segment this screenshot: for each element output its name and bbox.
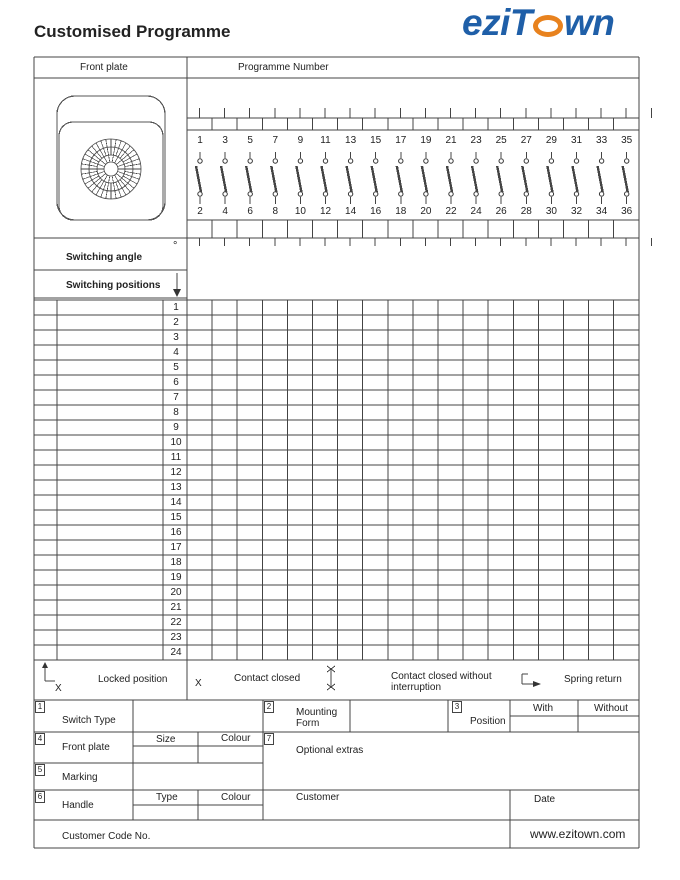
contact-terminal — [474, 159, 478, 163]
without-label: Without — [594, 703, 628, 714]
spring-arrowhead — [533, 681, 541, 687]
front-plate-drawing — [55, 94, 170, 226]
position-number-12: 12 — [170, 467, 182, 478]
contact-terminal — [273, 192, 277, 196]
dial-spoke — [83, 159, 105, 167]
customer-code-label: Customer Code No. — [62, 831, 151, 842]
contact-top-5: 5 — [247, 135, 253, 146]
contact-blade — [472, 166, 477, 192]
field-number-2: 2 — [264, 701, 274, 713]
position-number-19: 19 — [170, 572, 182, 583]
contact-blade — [196, 166, 201, 192]
optional-extras-label: Optional extras — [296, 745, 364, 756]
position-number-4: 4 — [173, 347, 179, 358]
degree-symbol: ° — [173, 240, 178, 252]
contact-terminal — [348, 192, 352, 196]
contact-blade — [573, 166, 578, 192]
dial-spoke — [106, 139, 110, 162]
contact-bottom-26: 26 — [495, 206, 507, 217]
contact-terminal — [499, 159, 503, 163]
contact-top-17: 17 — [395, 135, 407, 146]
contact-terminal — [524, 192, 528, 196]
position-number-21: 21 — [170, 602, 182, 613]
field-number-6: 6 — [35, 791, 45, 803]
field-number-4: 4 — [35, 733, 45, 745]
contact-top-35: 35 — [621, 135, 633, 146]
contact-blade — [322, 166, 327, 192]
contact-blade — [598, 166, 603, 192]
position-label: Position — [470, 716, 506, 727]
position-number-5: 5 — [173, 362, 179, 373]
contact-bottom-22: 22 — [445, 206, 457, 217]
contact-bottom-6: 6 — [247, 206, 253, 217]
colour-label: Colour — [221, 733, 251, 744]
contact-bottom-36: 36 — [621, 206, 633, 217]
contact-bottom-8: 8 — [272, 206, 279, 217]
dial-spoke — [83, 171, 105, 179]
contact-terminal — [625, 159, 629, 163]
field-number-5: 5 — [35, 764, 45, 776]
switch-type-label: Switch Type — [62, 715, 116, 726]
dial-spoke — [85, 154, 99, 162]
contact-terminal — [449, 159, 453, 163]
contact-terminal — [449, 192, 453, 196]
contact-terminal — [248, 192, 252, 196]
colour2-label: Colour — [221, 792, 251, 803]
contact-terminal — [323, 192, 327, 196]
front-plate-field-label: Front plate — [62, 742, 110, 753]
contact-blade — [623, 166, 628, 192]
contact-blade — [497, 166, 502, 192]
customer-label: Customer — [296, 792, 340, 803]
dial-spoke — [112, 176, 116, 199]
dial-spoke — [101, 182, 106, 197]
contact-top-21: 21 — [445, 135, 457, 146]
contact-blade — [347, 166, 352, 192]
contact-blade — [221, 166, 226, 192]
contact-closed-without-label: Contact closed without interruption — [391, 671, 492, 693]
contact-top-25: 25 — [495, 135, 507, 146]
contact-bottom-34: 34 — [596, 206, 608, 217]
closed-x: X — [195, 678, 202, 689]
contact-terminal — [374, 192, 378, 196]
contact-terminal — [424, 159, 428, 163]
contact-top-9: 9 — [297, 135, 304, 146]
contact-terminal — [248, 159, 252, 163]
contact-terminal — [348, 159, 352, 163]
page-title: Customised Programme — [34, 22, 231, 41]
contact-terminal — [223, 192, 227, 196]
locked-position-label: Locked position — [98, 674, 168, 685]
contact-closed-label: Contact closed — [234, 673, 301, 684]
contact-bottom-20: 20 — [420, 206, 432, 217]
contact-top-7: 7 — [272, 135, 279, 146]
contact-bottom-2: 2 — [197, 206, 203, 217]
contact-top-1: 1 — [197, 135, 203, 146]
contact-top-27: 27 — [520, 135, 532, 146]
position-number-14: 14 — [170, 497, 182, 508]
handle-label: Handle — [62, 800, 94, 811]
contact-blade — [447, 166, 452, 192]
switching-positions-label: Switching positions — [66, 280, 161, 291]
dial-spoke — [106, 176, 110, 199]
contact-terminal — [625, 192, 629, 196]
position-number-18: 18 — [170, 557, 182, 568]
position-number-9: 9 — [173, 422, 179, 433]
contact-blade — [397, 166, 402, 192]
contact-terminal — [298, 192, 302, 196]
date-label: Date — [534, 794, 556, 805]
position-number-16: 16 — [170, 527, 182, 538]
field-number-1: 1 — [35, 701, 45, 713]
position-number-8: 8 — [173, 407, 179, 418]
contact-blade — [422, 166, 427, 192]
contact-blade — [271, 166, 276, 192]
contact-top-13: 13 — [345, 135, 357, 146]
contact-terminal — [298, 159, 302, 163]
dial-spoke — [116, 141, 121, 156]
contact-top-19: 19 — [420, 135, 432, 146]
dial-spoke — [123, 176, 137, 184]
position-number-6: 6 — [173, 377, 179, 388]
field-number-7: 7 — [264, 733, 274, 745]
dial-spoke — [101, 141, 106, 156]
contact-blade — [372, 166, 377, 192]
field-number-3: 3 — [452, 701, 462, 713]
contact-terminal — [574, 192, 578, 196]
marking-label: Marking — [62, 772, 98, 783]
contact-blade — [522, 166, 527, 192]
contact-top-3: 3 — [222, 135, 228, 146]
contact-terminal — [399, 192, 403, 196]
position-number-22: 22 — [170, 617, 182, 628]
contact-terminal — [524, 159, 528, 163]
programme-number-label: Programme Number — [238, 62, 329, 73]
contact-terminal — [599, 159, 603, 163]
contact-terminal — [399, 159, 403, 163]
position-number-20: 20 — [170, 587, 182, 598]
spring-return-label: Spring return — [564, 674, 622, 685]
dial-spoke — [118, 159, 140, 167]
contact-bottom-14: 14 — [345, 206, 357, 217]
position-number-7: 7 — [173, 392, 179, 403]
contact-terminal — [198, 159, 202, 163]
contact-terminal — [574, 159, 578, 163]
locked-x: X — [55, 683, 62, 694]
contact-terminal — [323, 159, 327, 163]
contact-top-11: 11 — [320, 135, 331, 146]
size-label: Size — [156, 734, 176, 745]
position-number-3: 3 — [173, 332, 179, 343]
contact-terminal — [549, 192, 553, 196]
position-number-17: 17 — [170, 542, 182, 553]
contact-top-15: 15 — [370, 135, 382, 146]
contact-bottom-24: 24 — [470, 206, 482, 217]
dial-spoke — [123, 154, 137, 162]
dial-spoke — [85, 176, 99, 184]
dial-spoke — [118, 171, 140, 179]
dial-spoke — [116, 182, 121, 197]
contact-blade — [547, 166, 552, 192]
contact-blade — [246, 166, 251, 192]
contact-bottom-10: 10 — [294, 206, 306, 217]
contact-terminal — [474, 192, 478, 196]
front-plate-label: Front plate — [80, 62, 128, 73]
contact-bottom-18: 18 — [395, 206, 407, 217]
contact-bottom-16: 16 — [370, 206, 382, 217]
type-label: Type — [156, 792, 178, 803]
contact-terminal — [374, 159, 378, 163]
with-label: With — [533, 703, 553, 714]
contact-terminal — [549, 159, 553, 163]
switching-angle-label: Switching angle — [66, 252, 143, 263]
contact-terminal — [599, 192, 603, 196]
contact-bottom-4: 4 — [222, 206, 228, 217]
dial-spoke — [112, 139, 116, 162]
position-number-24: 24 — [170, 647, 182, 658]
contact-terminal — [223, 159, 227, 163]
positions-arrowhead — [173, 289, 181, 297]
contact-bottom-12: 12 — [319, 206, 332, 217]
position-number-1: 1 — [173, 302, 179, 313]
contact-terminal — [424, 192, 428, 196]
website-label: www.ezitown.com — [530, 827, 626, 841]
locked-arrowhead — [42, 662, 48, 668]
position-number-15: 15 — [170, 512, 182, 523]
contact-top-23: 23 — [470, 135, 482, 146]
contact-top-29: 29 — [545, 135, 557, 146]
position-number-10: 10 — [170, 437, 182, 448]
contact-terminal — [273, 159, 277, 163]
position-number-2: 2 — [173, 317, 179, 328]
contact-terminal — [499, 192, 503, 196]
contact-bottom-28: 28 — [520, 206, 532, 217]
position-number-23: 23 — [170, 632, 182, 643]
position-number-11: 11 — [170, 452, 182, 463]
contact-bottom-30: 30 — [545, 206, 557, 217]
ezitown-logo: eziT wn — [462, 2, 615, 43]
dial-ring — [104, 162, 118, 176]
contact-terminal — [198, 192, 202, 196]
contact-top-31: 31 — [570, 135, 583, 146]
contact-blade — [296, 166, 301, 192]
position-number-13: 13 — [170, 482, 182, 493]
contact-top-33: 33 — [596, 135, 608, 146]
mounting-form-label: Mounting Form — [296, 707, 338, 729]
contact-bottom-32: 32 — [570, 206, 583, 217]
